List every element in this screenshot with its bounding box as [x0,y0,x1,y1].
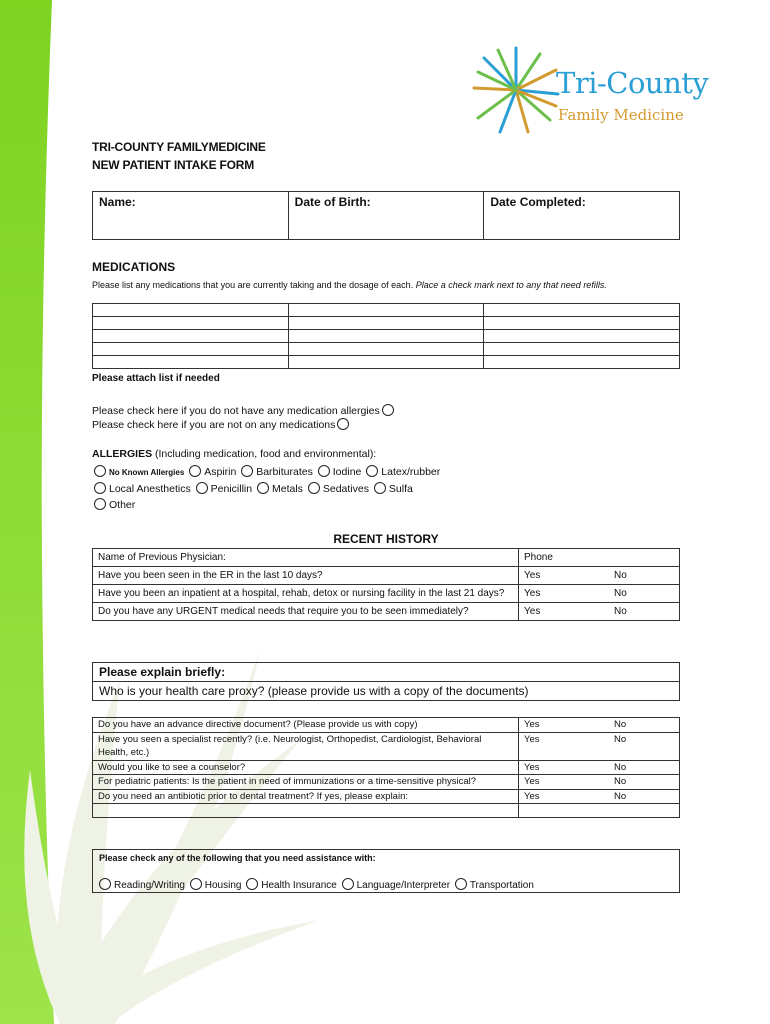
assist-radio[interactable] [246,878,258,890]
allergy-radio[interactable] [308,482,320,494]
medications-heading: MEDICATIONS [92,260,176,274]
assistance-heading: Please check any of the following that you need assistance with: [99,853,376,863]
explain-label: Please explain briefly: [93,663,679,682]
allergy-radio[interactable] [374,482,386,494]
assistance-options: Reading/Writing Housing Health Insurance Language/Interpreter Transportation [97,878,534,891]
allergy-radio[interactable] [241,465,253,477]
allergy-options-row1: No Known Allergies Aspirin Barbiturates Iodine Latex/rubber [92,465,440,478]
allergy-radio[interactable] [94,482,106,494]
assist-radio[interactable] [190,878,202,890]
table-row: Name of Previous Physician: Phone [93,549,680,567]
recent-history-table [92,548,680,621]
clinic-logo [470,44,730,134]
date-completed-field[interactable]: Date Completed: [490,195,586,209]
allergies-heading: ALLERGIES (Including medication, food and environmental): [92,448,377,460]
questions-table [92,717,680,818]
medication-list-grid[interactable] [92,303,680,369]
allergy-radio[interactable] [318,465,330,477]
form-title-clinic: TRI-COUNTY FAMILYMEDICINE [92,140,266,154]
table-row [93,804,680,818]
assistance-box [92,849,680,893]
table-row: For pediatric patients: Is the patient in need of immunizations or a time-sensitive physical? Yes No [93,775,680,790]
allergy-radio[interactable] [366,465,378,477]
allergy-radio[interactable] [189,465,201,477]
table-row: Would you like to see a counselor? Yes No [93,760,680,775]
allergy-radio[interactable] [257,482,269,494]
table-row: Have you been seen in the ER in the last 10 days? Yes No [93,567,680,585]
no-medications-radio[interactable] [337,418,349,430]
health-proxy-question: Who is your health care proxy? (please provide us with a copy of the documents) [99,684,529,698]
explain-box[interactable] [92,662,680,701]
table-row: Do you have any URGENT medical needs that require you to be seen immediately? Yes No [93,603,680,621]
attach-list-note: Please attach list if needed [92,373,220,384]
table-row: Do you have an advance directive document? (Please provide us with copy) Yes No [93,718,680,733]
name-field[interactable]: Name: [93,192,289,239]
logo-title: Tri-County [556,66,709,100]
table-row: Have you seen a specialist recently? (i.e. Neurologist, Orthopedist, Cardiologist, Behavioral Health, etc.) Yes No [93,732,680,760]
medications-instruction: Please list any medications that you are currently taking and the dosage of each. Place a check mark next to any that need refills. [92,280,607,290]
allergy-radio[interactable] [94,498,106,510]
dob-field[interactable]: Date of Birth: [289,192,485,239]
assist-radio[interactable] [342,878,354,890]
allergy-radio[interactable] [94,465,106,477]
allergy-options-row3: Other [92,498,135,511]
table-row: Do you need an antibiotic prior to dental treatment? If yes, please explain: Yes No [93,789,680,804]
allergy-options-row2: Local Anesthetics Penicillin Metals Sedatives Sulfa [92,482,413,495]
patient-info-table [92,191,680,240]
table-row: Have you been an inpatient at a hospital, rehab, detox or nursing facility in the last 21 days? Yes No [93,585,680,603]
starburst-icon [470,44,562,136]
allergy-radio[interactable] [196,482,208,494]
no-med-allergies-radio[interactable] [382,404,394,416]
form-title-form: NEW PATIENT INTAKE FORM [92,158,255,172]
no-med-allergies-check: Please check here if you do not have any medication allergies [92,404,397,417]
logo-subtitle: Family Medicine [558,106,684,124]
assist-radio[interactable] [455,878,467,890]
assist-radio[interactable] [99,878,111,890]
recent-history-heading: RECENT HISTORY [333,532,439,546]
no-medications-check: Please check here if you are not on any medications [92,418,352,431]
